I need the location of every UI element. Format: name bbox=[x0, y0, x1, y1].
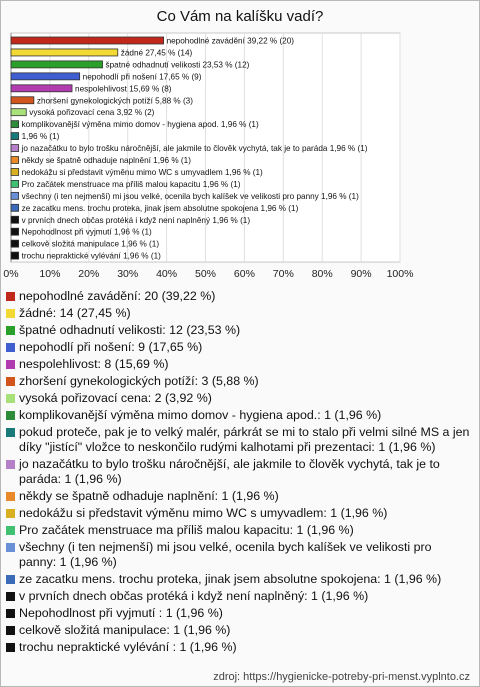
bar bbox=[11, 73, 80, 80]
bar bbox=[11, 85, 72, 92]
legend-item bbox=[6, 640, 472, 655]
legend-swatch bbox=[6, 460, 15, 469]
legend-label: nepohodlné zavádění: 20 (39,22 %) bbox=[19, 289, 216, 303]
bar bbox=[11, 121, 19, 128]
tick-label: 20% bbox=[78, 268, 100, 281]
legend-item bbox=[6, 425, 472, 455]
bar bbox=[11, 192, 19, 199]
legend-swatch bbox=[6, 609, 15, 618]
legend-item bbox=[6, 606, 472, 621]
tick-label: 60% bbox=[233, 268, 255, 281]
legend-swatch bbox=[6, 575, 15, 584]
bar bbox=[11, 252, 19, 259]
tick-label: 100% bbox=[386, 268, 414, 281]
bar bbox=[11, 228, 19, 235]
legend-item bbox=[6, 506, 472, 521]
legend-label: vysoká pořizovací cena: 2 (3,92 %) bbox=[19, 391, 212, 405]
bar-label: trochu nepraktické vylévání 1,96 % (1) bbox=[21, 251, 161, 261]
legend-label: žádné: 14 (27,45 %) bbox=[19, 306, 131, 320]
legend-item bbox=[6, 523, 472, 538]
legend-swatch bbox=[6, 526, 15, 535]
tick-label: 40% bbox=[156, 268, 178, 281]
bar-label: někdy se špatně odhaduje naplnění 1,96 % (1) bbox=[21, 156, 191, 165]
legend-item bbox=[6, 457, 472, 487]
bar-label: celkově složitá manipulace 1,96 % (1) bbox=[21, 239, 160, 249]
bar bbox=[11, 133, 19, 140]
legend-swatch bbox=[6, 411, 15, 420]
legend-label: někdy se špatně odhaduje naplnění: 1 (1,96 %) bbox=[19, 489, 279, 503]
tick-label: 30% bbox=[117, 268, 139, 281]
bar bbox=[11, 37, 164, 44]
bar bbox=[11, 168, 19, 175]
tick-label: 10% bbox=[39, 268, 61, 281]
legend-swatch bbox=[6, 543, 15, 552]
bar bbox=[11, 97, 34, 104]
legend-label: nedokážu si představit výměnu mimo WC s umyvadlem: 1 (1,96 %) bbox=[19, 506, 388, 520]
legend-label: pokud proteče, pak je to velký malér, párkrát se mi to stalo při velmi silné MS a jen díky "jistící" vložce to neskončilo rudými kalhotami při prezentaci: 1 (1,96 %) bbox=[19, 425, 470, 454]
chart-legend bbox=[6, 289, 472, 657]
legend-swatch bbox=[6, 428, 15, 437]
legend-item bbox=[6, 408, 472, 423]
bar bbox=[11, 145, 19, 152]
bar-label: špatné odhadnutí velikosti 23,53 % (12) bbox=[105, 60, 250, 70]
bar bbox=[11, 180, 19, 187]
legend-item bbox=[6, 357, 472, 372]
legend-item bbox=[6, 391, 472, 406]
legend-item bbox=[6, 374, 472, 389]
bar-label: vysoká pořizovací cena 3,92 % (2) bbox=[29, 108, 155, 118]
legend-swatch bbox=[6, 377, 15, 386]
legend-swatch bbox=[6, 626, 15, 635]
legend-item bbox=[6, 306, 472, 321]
bar-label: v prvních dnech občas protéká i když není naplněný 1,96 % (1) bbox=[21, 215, 251, 225]
tick-label: 70% bbox=[272, 268, 294, 281]
bar bbox=[11, 204, 19, 211]
bar bbox=[11, 61, 103, 68]
chart-title: Co Vám na kalíšku vadí? bbox=[156, 8, 324, 25]
legend-label: nepohodlí při nošení: 9 (17,65 %) bbox=[19, 340, 203, 354]
bar-label: komplikovanější výměna mimo domov - hygiena apod. 1,96 % (1) bbox=[21, 120, 259, 130]
tick-label: 80% bbox=[311, 268, 333, 281]
legend-swatch bbox=[6, 394, 15, 403]
source-text: zdroj: https://hygienicke-potreby-pri-menst.vyplnto.cz bbox=[213, 671, 470, 683]
legend-label: v prvních dnech občas protéká i když není naplněný: 1 (1,96 %) bbox=[19, 589, 369, 603]
bar-label: nedokážu si představit výměnu mimo WC s umyvadlem 1,96 % (1) bbox=[21, 167, 263, 177]
legend-item bbox=[6, 323, 472, 338]
bar bbox=[11, 109, 26, 116]
legend-label: trochu nepraktické vylévání : 1 (1,96 %) bbox=[19, 640, 237, 654]
legend-item bbox=[6, 589, 472, 604]
bar bbox=[11, 157, 19, 164]
tick-label: 90% bbox=[350, 268, 372, 281]
legend-item bbox=[6, 489, 472, 504]
bar-chart bbox=[0, 30, 480, 285]
legend-label: Pro začátek menstruace ma příliš malou kapacitu: 1 (1,96 %) bbox=[19, 523, 354, 537]
legend-item bbox=[6, 572, 472, 587]
legend-swatch bbox=[6, 309, 15, 318]
bar bbox=[11, 216, 19, 223]
legend-label: nespolehlivost: 8 (15,69 %) bbox=[19, 357, 169, 371]
bar-label: nespolehlivost 15,69 % (8) bbox=[75, 84, 172, 94]
bar-label: žádné 27,45 % (14) bbox=[120, 48, 193, 58]
legend-label: Nepohodlnost při vyjmutí : 1 (1,96 %) bbox=[19, 606, 223, 620]
legend-label: ze zacatku mens. trochu proteka, jinak jsem absolutne spokojena: 1 (1,96 %) bbox=[19, 572, 442, 586]
bar-label: Pro začátek menstruace ma příliš malou kapacitu 1,96 % (1) bbox=[21, 179, 241, 189]
legend-swatch bbox=[6, 509, 15, 518]
legend-swatch bbox=[6, 343, 15, 352]
bar-label: 1,96 % (1) bbox=[21, 132, 60, 142]
tick-label: 50% bbox=[194, 268, 217, 281]
legend-item bbox=[6, 623, 472, 638]
legend-label: špatné odhadnutí velikosti: 12 (23,53 %) bbox=[19, 323, 241, 337]
legend-item bbox=[6, 340, 472, 355]
legend-swatch bbox=[6, 643, 15, 652]
bar-label: nepohodlné zavádění 39,22 % (20) bbox=[166, 36, 295, 46]
bar bbox=[11, 240, 19, 247]
bar bbox=[11, 49, 118, 56]
legend-swatch bbox=[6, 360, 15, 369]
legend-swatch bbox=[6, 592, 15, 601]
bar-label: ze zacatku mens. trochu proteka, jinak jsem absolutne spokojena 1,96 % (1) bbox=[21, 203, 299, 213]
legend-label: zhoršení gynekologických potíží: 3 (5,88 %) bbox=[19, 374, 259, 388]
legend-item bbox=[6, 540, 472, 570]
legend-label: celkově složitá manipulace: 1 (1,96 %) bbox=[19, 623, 231, 637]
legend-swatch bbox=[6, 492, 15, 501]
bar-label: Nepohodlnost při vyjmutí 1,96 % (1) bbox=[21, 227, 152, 237]
tick-label: 0% bbox=[3, 268, 19, 281]
bar-label: zhoršení gynekologických potíží 5,88 % (3) bbox=[36, 96, 193, 106]
legend-swatch bbox=[6, 326, 15, 335]
bar-label: nepohodlí při nošení 17,65 % (9) bbox=[82, 72, 202, 82]
legend-swatch bbox=[6, 292, 15, 301]
legend-label: všechny (i ten nejmenší) mi jsou velké, ocenila bych kalíšek ve velikosti pro panny: 1 (1,96 %) bbox=[19, 540, 432, 569]
legend-label: komplikovanější výměna mimo domov - hygiena apod.: 1 (1,96 %) bbox=[19, 408, 382, 422]
legend-label: jo nazačátku to bylo trošku náročnější, ale jakmile to člověk vychytá, tak je to paráda: 1 (1,96 %) bbox=[19, 457, 440, 486]
legend-item bbox=[6, 289, 472, 304]
bar-label: jo nazačátku to bylo trošku náročnější, ale jakmile to člověk vychytá, tak je to paráda 1,96 % (1) bbox=[21, 144, 368, 154]
bar-label: všechny (i ten nejmenší) mi jsou velké, ocenila bych kalíšek ve velikosti pro panny 1,96 % (1) bbox=[21, 191, 359, 201]
